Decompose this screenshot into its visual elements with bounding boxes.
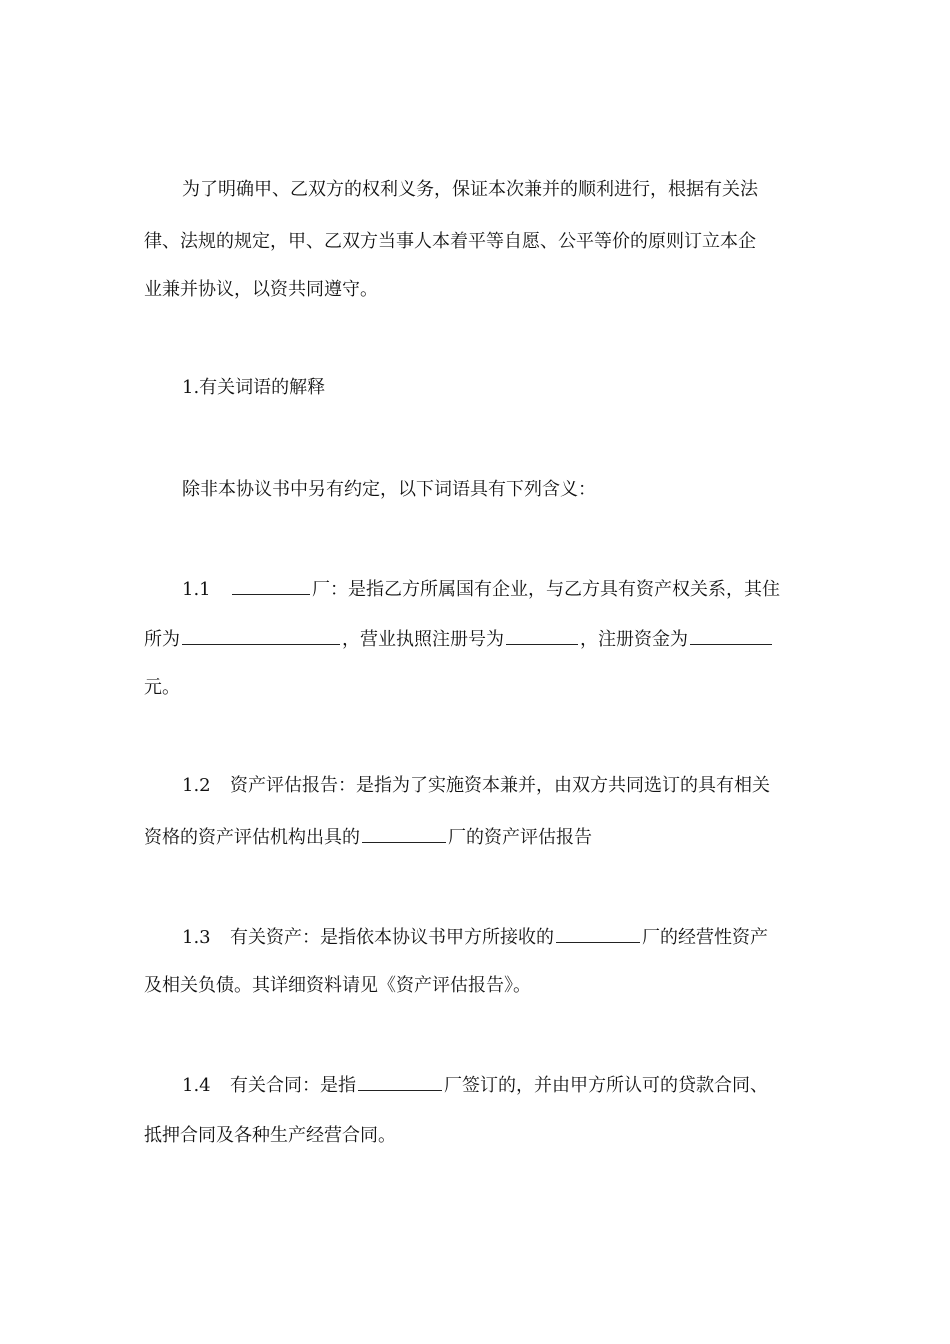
clause-1-2-line-1 xyxy=(182,774,814,798)
clause-text: 有关资产：是指依本协议书甲方所接收的 xyxy=(230,927,554,948)
clause-number: 1.3 xyxy=(182,927,211,948)
clause-number: 1.1 xyxy=(182,579,211,600)
clause-1-1-line-3: 元。 xyxy=(144,677,180,698)
intro-line-3: 业兼并协议，以资共同遵守。 xyxy=(144,279,378,300)
clause-text: 所为 xyxy=(144,629,180,650)
blank-field xyxy=(362,824,446,843)
clause-1-3-line-1 xyxy=(182,924,814,950)
clause-text: 厂：是指乙方所属国有企业，与乙方具有资产权关系，其住 xyxy=(312,579,780,600)
clause-text: 资格的资产评估机构出具的 xyxy=(144,827,360,848)
clause-text: ，注册资金为 xyxy=(580,629,688,650)
blank-field xyxy=(358,1072,442,1091)
clause-text: 资产评估报告：是指为了实施资本兼并，由双方共同选订的具有相关 xyxy=(230,775,770,796)
clause-1-1-line-1 xyxy=(182,576,814,602)
clause-number: 1.2 xyxy=(182,775,211,796)
intro-line-2: 律、法规的规定，甲、乙双方当事人本着平等自愿、公平等价的原则订立本企 xyxy=(144,231,756,252)
blank-field xyxy=(182,626,340,645)
blank-field xyxy=(690,626,772,645)
clause-1-4-line-1 xyxy=(182,1072,814,1098)
clause-text: ，营业执照注册号为 xyxy=(342,629,504,650)
clause-number: 1.4 xyxy=(182,1075,211,1096)
clause-1-2-line-2 xyxy=(144,824,814,850)
section-heading: 1.有关词语的解释 xyxy=(182,377,326,398)
clause-text: 厂的经营性资产 xyxy=(642,927,768,948)
clause-1-1-line-2 xyxy=(144,626,814,652)
clause-text: 有关合同：是指 xyxy=(230,1075,356,1096)
blank-field xyxy=(232,576,310,595)
blank-field xyxy=(556,924,640,943)
clause-1-3-line-2: 及相关负债。其详细资料请见《资产评估报告》。 xyxy=(144,975,531,996)
clause-text: 厂签订的，并由甲方所认可的贷款合同、 xyxy=(444,1075,768,1096)
intro-line-1: 为了明确甲、乙双方的权利义务，保证本次兼并的顺利进行，根据有关法 xyxy=(182,179,758,200)
blank-field xyxy=(506,626,578,645)
clause-text: 厂的资产评估报告 xyxy=(448,827,592,848)
clause-1-4-line-2: 抵押合同及各种生产经营合同。 xyxy=(144,1125,396,1146)
definitions-lead: 除非本协议书中另有约定，以下词语具有下列含义： xyxy=(182,479,596,500)
